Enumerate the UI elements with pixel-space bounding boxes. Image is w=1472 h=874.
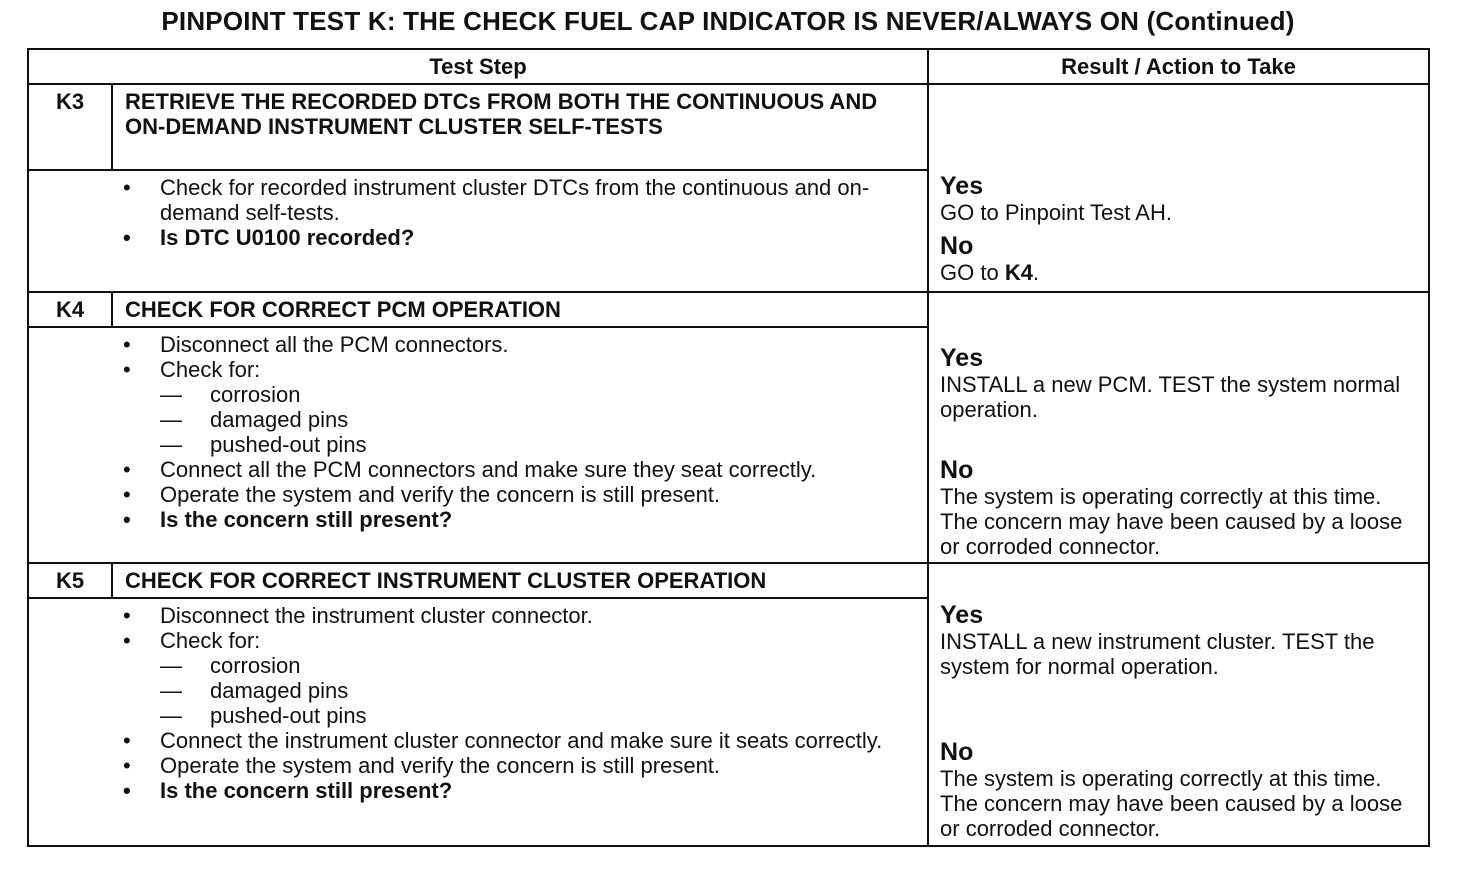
sub-item: — damaged pins	[160, 407, 917, 432]
step-k4-yes-action: INSTALL a new PCM. TEST the system normal operation.	[940, 372, 1401, 422]
step-k4-question: • Is the concern still present?	[28, 507, 917, 532]
step-k5-question: • Is the concern still present?	[28, 778, 917, 803]
step-k3-question: • Is DTC U0100 recorded?	[28, 225, 917, 250]
step-k4-no-label: No	[940, 456, 974, 484]
step-k3-id: K3	[28, 84, 112, 170]
step-k4-bullets	[28, 332, 917, 532]
step-k4-sub-list	[160, 382, 917, 457]
step-k3-result	[928, 84, 1429, 292]
step-k3-title-row	[28, 84, 1429, 170]
step-k5-bullet-check	[28, 628, 917, 728]
step-k5-check-label: Check for:	[160, 628, 261, 653]
step-k5-no-label: No	[940, 738, 974, 766]
step-k3-body	[112, 170, 928, 292]
step-k4-title-row	[28, 292, 1429, 327]
step-k4-title: CHECK FOR CORRECT PCM OPERATION	[112, 292, 928, 327]
sub-item: — pushed-out pins	[160, 703, 917, 728]
header-test-step: Test Step	[28, 49, 928, 84]
page-title: PINPOINT TEST K: THE CHECK FUEL CAP INDICATOR IS NEVER/ALWAYS ON (Continued)	[161, 6, 1295, 36]
step-k4-id: K4	[28, 292, 112, 327]
step-k4-no-action: The system is operating correctly at this time. The concern may have been caused by a loose or corroded connector.	[940, 484, 1403, 559]
step-k5-yes-label: Yes	[940, 601, 984, 629]
step-k5-title: CHECK FOR CORRECT INSTRUMENT CLUSTER OPERATION	[112, 563, 928, 598]
step-k3-no-action-prefix: GO to	[940, 260, 1005, 285]
step-k3-yes-action: GO to Pinpoint Test AH.	[940, 200, 1172, 225]
step-k5-result	[928, 563, 1429, 846]
header-result-action: Result / Action to Take	[928, 49, 1429, 84]
table-header-row	[28, 49, 1429, 84]
step-k3-bullets	[28, 175, 917, 250]
step-k5-bullet: • Connect the instrument cluster connector and make sure it seats correctly.	[28, 728, 917, 753]
sub-item: — damaged pins	[160, 678, 917, 703]
step-k4-body	[112, 327, 928, 563]
step-k4-bullet: • Disconnect all the PCM connectors.	[28, 332, 917, 357]
step-k5-bullet: • Operate the system and verify the concern is still present.	[28, 753, 917, 778]
step-k4-check-label: Check for:	[160, 357, 261, 382]
step-k5-bullets	[28, 603, 917, 803]
step-k5-bullet: • Disconnect the instrument cluster connector.	[28, 603, 917, 628]
step-k3-no-label: No	[940, 232, 974, 260]
sub-item: — pushed-out pins	[160, 432, 917, 457]
step-k4-bullet: • Connect all the PCM connectors and make sure they seat correctly.	[28, 457, 917, 482]
step-k3-title: RETRIEVE THE RECORDED DTCs FROM BOTH THE CONTINUOUS AND ON-DEMAND INSTRUMENT CLUSTER SELF-TESTS	[112, 84, 928, 170]
step-k4-bullet: • Operate the system and verify the concern is still present.	[28, 482, 917, 507]
step-k5-body	[112, 598, 928, 846]
step-k3-no-action-ref: K4	[1004, 260, 1033, 285]
step-k4-yes-label: Yes	[940, 344, 984, 372]
step-k4-bullet-check	[28, 357, 917, 457]
step-k5-yes-action: INSTALL a new instrument cluster. TEST the system for normal operation.	[940, 629, 1375, 679]
step-k3-yes-label: Yes	[940, 172, 984, 200]
sub-item: — corrosion	[160, 382, 917, 407]
step-k5-no-action: The system is operating correctly at this time. The concern may have been caused by a loose or corroded connector.	[940, 766, 1403, 841]
sub-item: — corrosion	[160, 653, 917, 678]
step-k4-result	[928, 292, 1429, 563]
step-k5-id: K5	[28, 563, 112, 598]
step-k5-sub-list	[160, 653, 917, 728]
pinpoint-test-table	[27, 48, 1430, 847]
step-k3-no-action-suffix: .	[1032, 260, 1040, 285]
step-k3-no-action	[940, 260, 1418, 285]
step-k5-title-row	[28, 563, 1429, 598]
step-k3-bullet: • Check for recorded instrument cluster DTCs from the continuous and on-demand self-tests.	[28, 175, 917, 225]
